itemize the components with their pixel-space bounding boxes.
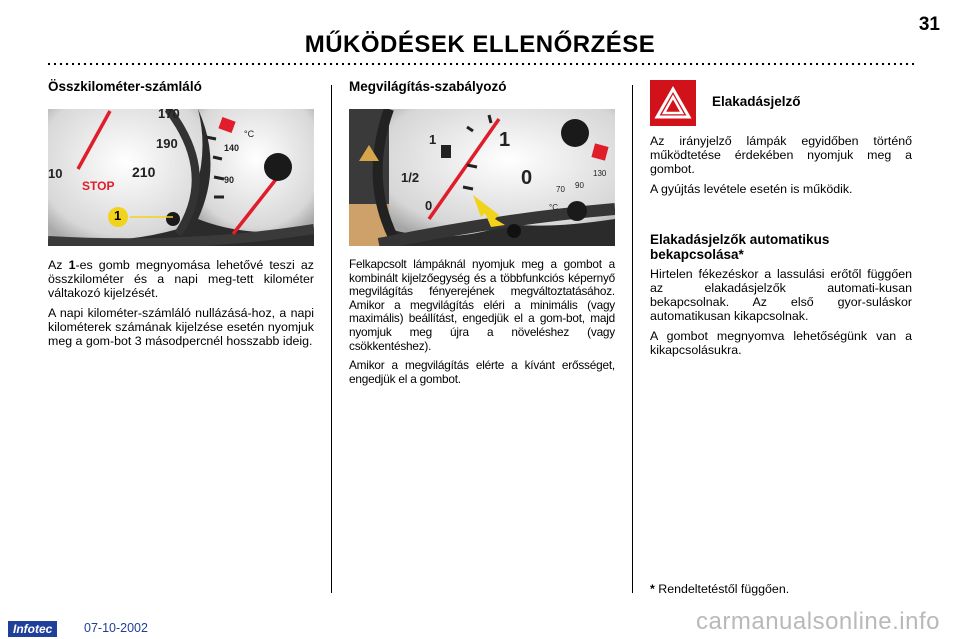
column-divider — [331, 85, 332, 593]
auto-hazard-paragraph: A gombot megnyomva lehetőségünk van a kikapcsolásukra. — [650, 329, 912, 357]
odometer-section — [48, 80, 314, 354]
stop-label: STOP — [82, 179, 115, 193]
gauge-number: 90 — [575, 181, 584, 190]
gauge-number: 70 — [556, 185, 565, 194]
auto-hazard-text — [650, 267, 912, 363]
title-dotted-rule — [46, 62, 916, 66]
gauge-number: 170 — [158, 109, 180, 121]
auto-hazard-heading: Elakadásjelzők automatikus bekapcsolása* — [650, 232, 830, 262]
hazard-warning-icon — [650, 80, 696, 126]
gauge-number: 1 — [499, 129, 511, 151]
dimmer-photo — [349, 109, 615, 246]
odometer-paragraph: A napi kilométer-számláló nullázásá-hoz, a napi kilométerek számának kijelzése esetén nyomjuk meg a gom-bot 3 másodpercnél hosszabb ideig. — [48, 306, 314, 348]
page-title: MŰKÖDÉSEK ELLENŐRZÉSE — [304, 31, 656, 58]
gauge-number: 0 — [521, 167, 533, 189]
gauge-number: 0 — [425, 198, 433, 213]
auto-hazard-paragraph: Hirtelen fékezéskor a lassulási erőtől függően az elakadásjelzők automati-kusan bekapcsolnak. Az első gyor-suláskor automatikusan kikapcsolnak. — [650, 267, 912, 323]
gauge-number: 210 — [132, 164, 156, 180]
gauge-number: 90 — [224, 175, 235, 185]
dimmer-heading: Megvilágítás-szabályozó — [349, 79, 507, 94]
gauge-number: 1 — [429, 132, 437, 147]
dimmer-paragraph: Amikor a megvilágítás elérte a kívánt erősséget, engedjük el a gombot. — [349, 358, 615, 386]
gauge-number: 190 — [156, 136, 178, 151]
gauge-number: 1/2 — [401, 170, 420, 185]
gauge-number: 10 — [48, 166, 63, 181]
hazard-text — [650, 134, 912, 202]
dimmer-paragraph: Felkapcsolt lámpáknál nyomjuk meg a gombot a kombinált kijelzőegység és a többfunkciós képernyő megvilágítás fényerejének megváltoztatásához. Amikor a megvilágítás eléri a minimális (vagy maximális) beállítást, engedjük el a gom-bot, majd nyomjuk meg újra a növeléshez (vagy csökkentéshez). — [349, 257, 615, 353]
odometer-heading: Összkilométer-számláló — [48, 79, 202, 94]
infotec-logo: Infotec — [8, 621, 57, 637]
odometer-paragraph: Az 1-es gomb megnyomása lehetővé teszi az összkilométer és a napi meg-tett kilométer váltakozó kijelzését. — [48, 258, 315, 300]
odometer-text — [48, 258, 314, 348]
gauge-number: 140 — [224, 143, 240, 153]
hazard-heading: Elakadásjelző — [712, 94, 801, 109]
column-divider — [632, 85, 633, 593]
odometer-photo — [48, 109, 314, 246]
watermark: carmanualsonline.info — [696, 608, 940, 635]
gauge-number: 130 — [593, 169, 607, 178]
temp-unit-label: °C — [549, 203, 558, 212]
temp-unit-label: °C — [244, 129, 255, 139]
page-number: 31 — [918, 14, 940, 35]
hazard-paragraph: Az irányjelző lámpák egyidőben történő működtetése érdekében nyomjuk meg a gombot. — [650, 134, 912, 176]
footnote: * Rendeltetéstől függően. — [650, 582, 790, 596]
dimmer-text — [349, 258, 615, 386]
hazard-paragraph: A gyújtás levétele esetén is működik. — [650, 182, 853, 196]
callout-number: 1 — [114, 208, 122, 223]
dimmer-section — [349, 80, 615, 392]
footer-date: 07-10-2002 — [84, 621, 148, 635]
